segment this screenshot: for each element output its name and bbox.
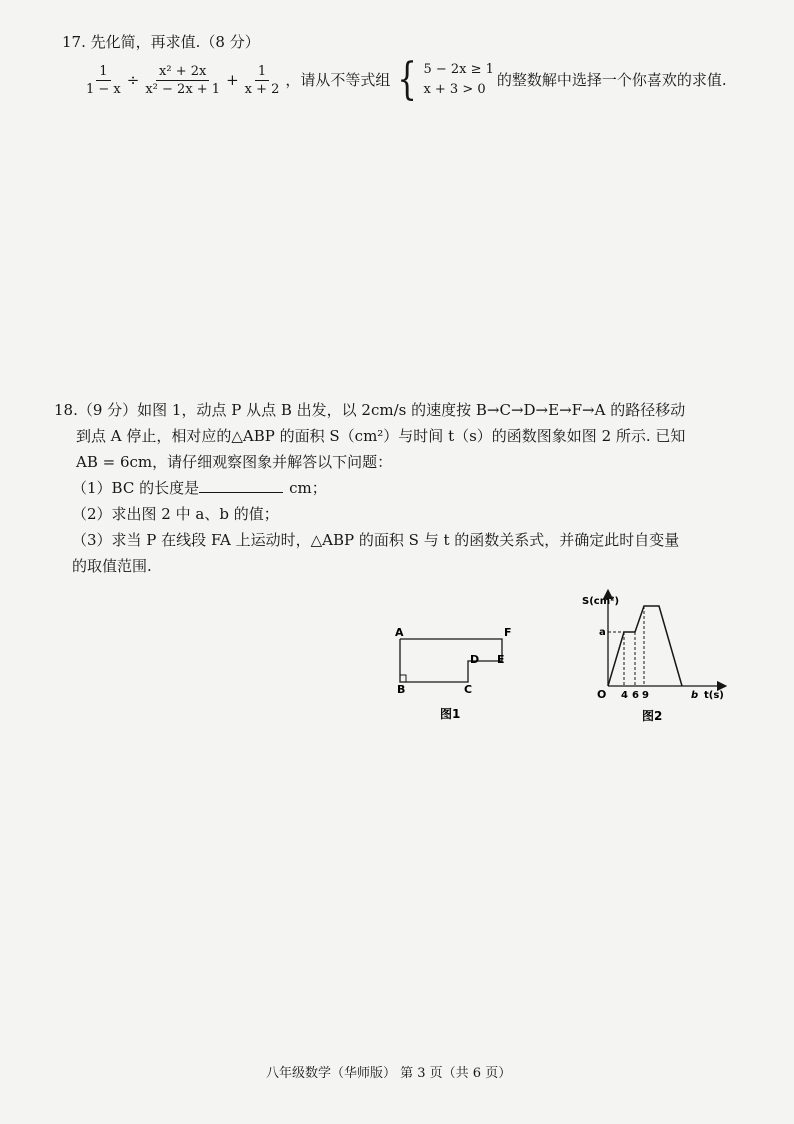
page-footer: 八年级数学（华师版） 第 3 页（共 6 页） (266, 1066, 512, 1081)
origin-label: O (597, 688, 607, 701)
tick-label-6: 6 (632, 690, 639, 701)
fig1-label-d: D (470, 653, 480, 666)
right-angle-mark (400, 675, 406, 682)
fig1-label-e: E (497, 653, 505, 666)
tick-label-a: a (599, 627, 606, 638)
q18-part3-cont: 的取值范围. (72, 557, 152, 575)
plus-operator: + (226, 71, 239, 89)
q18-part1: （1）BC 的长度是 cm； (72, 476, 327, 500)
q17-tail-text: 的整数解中选择一个你喜欢的求值. (496, 71, 727, 89)
divide-operator: ÷ (126, 71, 140, 89)
tick-label-4: 4 (621, 690, 628, 701)
inequality-2: x + 3 > 0 (423, 82, 486, 97)
figure-2 (582, 588, 728, 728)
fig1-label-f: F (504, 626, 512, 639)
fig1-outline (400, 639, 502, 682)
fraction-3: $\frac{1}{x + 2}$ (244, 63, 280, 97)
fig2-caption: 图2 (642, 709, 663, 723)
y-axis-label: S(cm²) (582, 596, 620, 607)
area-graph-line (608, 606, 682, 686)
q17-mid-text: ，请从不等式组 (285, 71, 391, 89)
fraction-1: $\frac{1}{1 - x}$ (86, 63, 121, 97)
tick-label-b: b (691, 690, 699, 701)
fig1-caption: 图1 (440, 707, 461, 721)
q17-expression (80, 54, 727, 105)
answer-blank[interactable] (199, 476, 283, 493)
figure-1 (388, 618, 524, 728)
q18-line2: 到点 A 停止，相对应的△ABP 的面积 S（cm²）与时间 t（s）的函数图象如图 2 所示. 已知 (76, 427, 686, 445)
fig1-label-c: C (464, 683, 473, 696)
q17-heading: 17. 先化简，再求值.（8 分） (62, 33, 260, 51)
q18-line3: AB = 6cm，请仔细观察图象并解答以下问题： (76, 453, 393, 471)
x-axis-label: t(s) (704, 690, 724, 701)
q18-line1: 18.（9 分）如图 1，动点 P 从点 B 出发，以 2cm/s 的速度按 B→C→D→E→F→A 的路径移动 (54, 401, 686, 419)
brace-icon: { (397, 54, 418, 105)
inequality-system (393, 54, 494, 105)
inequality-1: 5 − 2x ≥ 1 (423, 62, 494, 77)
fig1-label-b: B (397, 683, 406, 696)
q18-part2: （2）求出图 2 中 a、b 的值； (72, 505, 279, 523)
q18-part3: （3）求当 P 在线段 FA 上运动时，△ABP 的面积 S 与 t 的函数关系式，并确定此时自变量 (72, 531, 680, 549)
fig1-label-a: A (395, 626, 404, 639)
fraction-2: $\frac{\text{x² + 2x}}{\text{x² − 2x + 1}}$ (145, 63, 221, 97)
tick-label-9: 9 (642, 690, 649, 701)
